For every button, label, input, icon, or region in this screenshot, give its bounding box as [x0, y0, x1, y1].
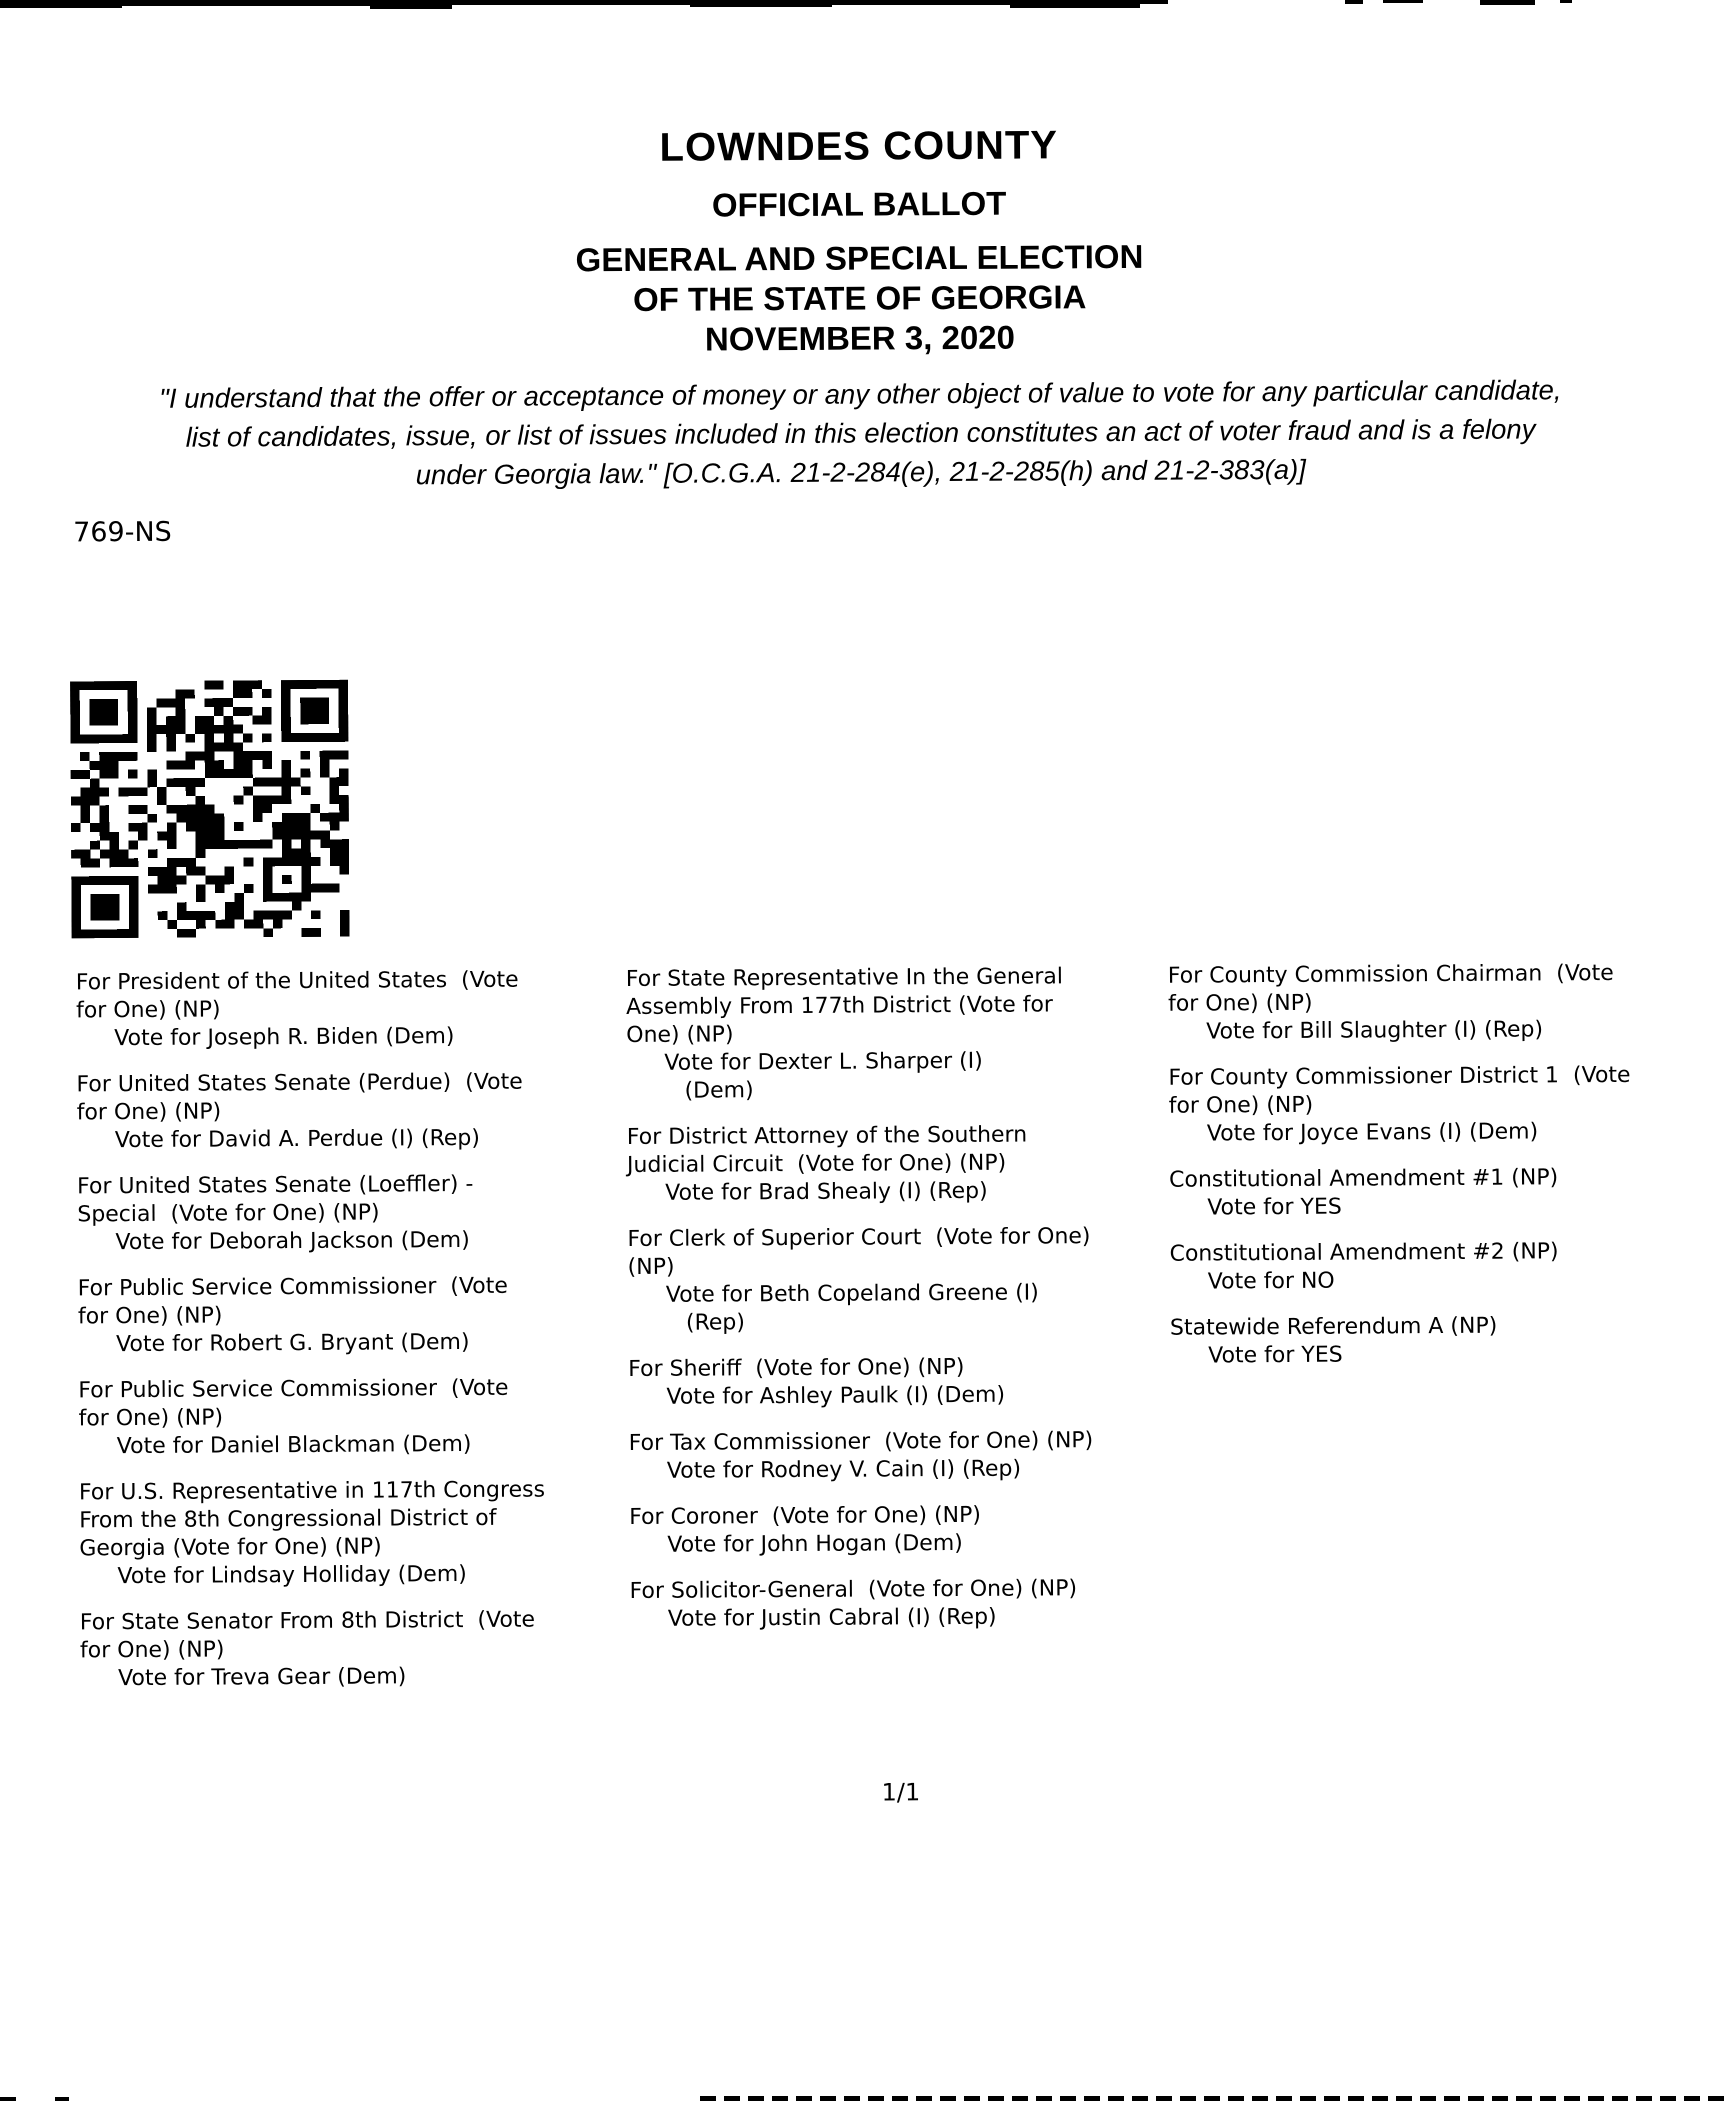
vote-selection: Vote for Daniel Blackman (Dem) [116, 1431, 472, 1460]
ballot-column-3 [1168, 959, 1728, 1388]
ballot-columns [75, 959, 1728, 1692]
vote-selection: Vote for John Hogan (Dem) [667, 1530, 963, 1558]
contest-title: For United States Senate (Loeffler) - Special (Vote for One) (NP) [77, 1171, 474, 1228]
vote-selection: Vote for Joyce Evans (I) (Dem) [1206, 1119, 1539, 1147]
ballot-column-1 [76, 966, 583, 1711]
contest-entry [78, 1272, 581, 1359]
vote-selection: Vote for Bill Slaughter (I) (Rep) [1206, 1017, 1544, 1045]
election-title: GENERAL AND SPECIAL ELECTION OF THE STATE OF GEORGIA NOVEMBER 3, 2020 [575, 237, 1144, 358]
contest-title: Statewide Referendum A (NP) [1169, 1313, 1498, 1341]
contest-entry [79, 1476, 582, 1591]
contest-entry [1168, 1061, 1728, 1148]
vote-selection: Vote for Dexter L. Sharper (I) (Dem) [664, 1048, 983, 1104]
contest-title: For County Commissioner District 1 (Vote for One) (NP) [1168, 1062, 1631, 1119]
contest-title: For President of the United States (Vote for One) (NP) [75, 967, 519, 1024]
vote-selection: Vote for Rodney V. Cain (I) (Rep) [666, 1456, 1022, 1484]
contest-entry [629, 1501, 1141, 1560]
vote-selection: Vote for Robert G. Bryant (Dem) [116, 1329, 470, 1358]
ballot-column-2 [626, 963, 1142, 1652]
contest-entry [628, 1353, 1140, 1412]
contest-title: For Clerk of Superior Court (Vote for One) (NP) [627, 1224, 1091, 1281]
vote-selection: Vote for Brad Shealy (I) (Rep) [665, 1178, 988, 1206]
contest-entry [627, 1223, 1140, 1338]
contest-entry [629, 1427, 1141, 1486]
contest-title: For Sheriff (Vote for One) (NP) [628, 1354, 965, 1383]
voter-fraud-disclaimer: "I understand that the offer or acceptance of money or any other object of value to vote for any particular candidate, list of candidates, issue, or list of issues included in this election constitutes an act of voter fraud and is a felony under Georgia law." [O.C.G.A. 21-2-284(e), 21-2-285(h) and 21-2-383(a)] [159, 374, 1562, 491]
contest-entry [76, 966, 579, 1053]
page-indicator: 1/1 [881, 1778, 921, 1807]
vote-selection: Vote for Justin Cabral (I) (Rep) [667, 1604, 997, 1632]
vote-selection: Vote for Beth Copeland Greene (I) (Rep) [665, 1280, 1039, 1336]
contest-title: Constitutional Amendment #2 (NP) [1169, 1239, 1559, 1267]
vote-selection: Vote for YES [1207, 1194, 1342, 1221]
contest-title: For U.S. Representative in 117th Congress From the 8th Congressional District of Georgia (Vote for One) (NP) [78, 1477, 546, 1562]
contest-title: For United States Senate (Perdue) (Vote for One) (NP) [76, 1069, 523, 1126]
contest-entry [626, 963, 1139, 1106]
contest-title: For State Senator From 8th District (Vote for One) (NP) [79, 1607, 536, 1664]
contest-entry [1170, 1311, 1728, 1370]
contest-title: For District Attorney of the Southern Judicial Circuit (Vote for One) (NP) [626, 1122, 1028, 1179]
contest-entry [627, 1121, 1140, 1208]
contest-title: For Solicitor-General (Vote for One) (NP) [629, 1576, 1078, 1604]
contest-entry [77, 1170, 580, 1257]
contest-entry [76, 1068, 579, 1155]
vote-selection: Vote for Lindsay Holliday (Dem) [117, 1561, 467, 1590]
qr-code-svg [70, 680, 350, 939]
ballot-style-number: 769-NS [73, 516, 172, 549]
contest-title: For Public Service Commissioner (Vote for One) (NP) [78, 1375, 509, 1432]
ballot-header [0, 119, 1724, 364]
vote-selection: Vote for NO [1207, 1268, 1335, 1295]
vote-selection: Vote for Ashley Paulk (I) (Dem) [666, 1382, 1006, 1410]
contest-title: For State Representative In the General Assembly From 177th District (Vote for One) (NP) [625, 964, 1063, 1049]
contest-title: Constitutional Amendment #1 (NP) [1169, 1165, 1559, 1193]
contest-title: For Tax Commissioner (Vote for One) (NP) [628, 1428, 1094, 1456]
contest-title: For Public Service Commissioner (Vote for One) (NP) [77, 1273, 508, 1330]
contest-entry [1169, 1237, 1728, 1296]
vote-selection: Vote for Deborah Jackson (Dem) [115, 1227, 470, 1256]
contest-entry [80, 1606, 583, 1693]
contest-title: For County Commission Chairman (Vote for One) (NP) [1167, 960, 1614, 1017]
contest-entry [630, 1575, 1142, 1634]
qr-code [70, 680, 350, 939]
vote-selection: Vote for David A. Perdue (I) (Rep) [114, 1125, 481, 1154]
county-title: LOWNDES COUNTY [659, 123, 1059, 170]
vote-selection: Vote for YES [1208, 1342, 1343, 1369]
contest-entry [1169, 1163, 1728, 1222]
vote-selection: Vote for Treva Gear (Dem) [118, 1664, 407, 1692]
contest-entry [1168, 959, 1728, 1046]
ballot-type-title: OFFICIAL BALLOT [711, 184, 1007, 224]
contest-entry [78, 1374, 581, 1461]
vote-selection: Vote for Joseph R. Biden (Dem) [114, 1024, 455, 1052]
contest-title: For Coroner (Vote for One) (NP) [629, 1502, 982, 1530]
